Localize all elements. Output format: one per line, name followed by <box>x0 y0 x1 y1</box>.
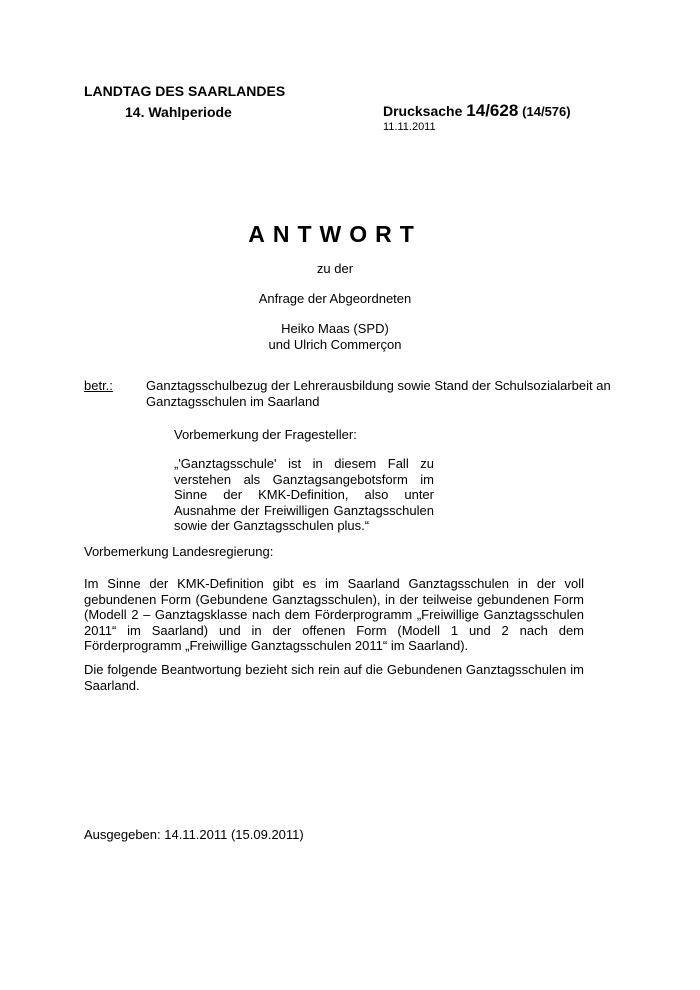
government-note-heading: Vorbemerkung Landesregierung: <box>84 544 274 559</box>
intro-line-1: zu der <box>316 261 354 276</box>
drucksache-number: 14/628 <box>466 101 519 120</box>
subject-text: Ganztagsschulbezug der Lehrerausbildung sowie Stand der Schulsozialarbeit an Ganztagsschulen im Saarland <box>146 378 611 409</box>
government-note-paragraph-2: Die folgende Beantwortung bezieht sich rein auf die Gebundenen Ganztagsschulen im Saarland. <box>84 662 584 693</box>
questioner-note-text: „'Ganztagsschule' ist in diesem Fall zu verstehen als Ganztagsangebotsform im Sinne der KMK-Definition, also unter Ausnahme der Freiwilligen Ganztagsschulen sowie der Ganztagsschulen plus.“ <box>174 456 434 533</box>
intro-line-2: Anfrage der Abgeordneten <box>258 291 412 306</box>
government-note-paragraph-1: Im Sinne der KMK-Definition gibt es im Saarland Ganztagsschulen in der voll gebundenen Form (Gebundene Ganztagsschulen), in der teilweise gebundenen Form (Modell 2 – Ganztagsklasse nach dem Förderprogramm „Freiwillige Ganztagsschulen 2011“ im Saarland) und in der offenen Form (Modell 1 und 2 nach dem Förderprogramm „Freiwillige Ganztagsschulen 2011“ im Saarland). <box>84 576 584 653</box>
issued-date: Ausgegeben: 14.11.2011 (15.09.2011) <box>84 827 304 842</box>
intro-line-4: und Ulrich Commerçon <box>268 337 402 352</box>
drucksache-previous-number: (14/576) <box>522 104 571 119</box>
drucksache-reference <box>383 101 571 121</box>
drucksache-label: Drucksache <box>383 103 463 119</box>
legislative-period: 14. Wahlperiode <box>125 104 232 120</box>
document-title: ANTWORT <box>248 221 422 247</box>
subject-label: betr.: <box>84 378 113 393</box>
document-date: 11.11.2011 <box>383 121 436 133</box>
questioner-note-heading: Vorbemerkung der Fragesteller: <box>174 427 357 442</box>
intro-line-3: Heiko Maas (SPD) <box>281 321 389 336</box>
institution-name: LANDTAG DES SAARLANDES <box>84 83 286 99</box>
